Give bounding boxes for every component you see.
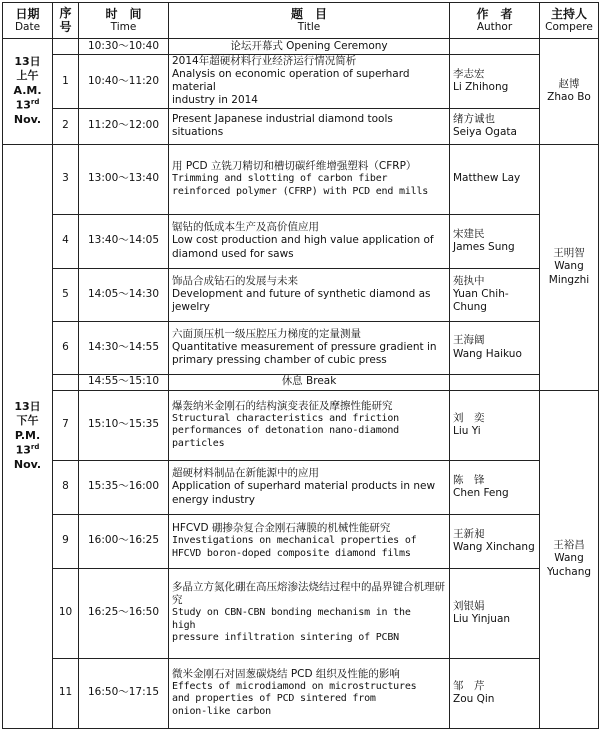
- row-title: 2014年超硬材料行业经济运行情况简析 Analysis on economic operation of superhard material industry in 2014: [169, 55, 450, 109]
- row-title: 微米金刚石对固葱碳烧结 PCD 组织及性能的影响 Effects of microdiamond on microstructures and properties of PCD sintered from onion-like carbon: [169, 658, 450, 728]
- compere-pm-1: 王明智 Wang Mingzhi: [540, 144, 599, 390]
- header-no: 序号: [53, 3, 79, 39]
- row-time: 16:50～17:15: [79, 658, 169, 728]
- table-row: [3, 321, 599, 374]
- row-title: 六面顶压机一级压腔压力梯度的定量测量 Quantitative measurement of pressure gradient in primary pressing chamber of cubic press: [169, 321, 450, 374]
- header-row: [3, 3, 599, 39]
- row-title: 爆轰纳米金刚石的结构演变表征及摩擦性能研究 Structural characteristics and friction performances of detonation nano-diamond particles: [169, 390, 450, 460]
- row-time: 13:00～13:40: [79, 144, 169, 214]
- row-title: Present Japanese industrial diamond tools situations: [169, 108, 450, 144]
- row-author: 刘银娟 Liu Yinjuan: [450, 568, 540, 658]
- header-author: 作 者 Author: [450, 3, 540, 39]
- schedule-table: [2, 2, 599, 729]
- opening-time: 10:30～10:40: [79, 39, 169, 55]
- row-title: 饰品合成钻石的发展与未来 Development and future of synthetic diamond as jewelry: [169, 268, 450, 321]
- header-compere: 主持人 Compere: [540, 3, 599, 39]
- table-row: [3, 55, 599, 109]
- row-author: 陈 锋 Chen Feng: [450, 460, 540, 514]
- row-author: 邹 芹 Zou Qin: [450, 658, 540, 728]
- opening-title: 论坛开幕式 Opening Ceremony: [169, 39, 450, 55]
- break-row: [3, 374, 599, 390]
- table-row: [3, 390, 599, 460]
- row-number: 1: [53, 55, 79, 109]
- row-number: 3: [53, 144, 79, 214]
- date-am: 13日 上午 A.M. 13rd Nov.: [3, 39, 53, 145]
- row-time: 14:30～14:55: [79, 321, 169, 374]
- row-title: 用 PCD 立铣刀精切和槽切碳纤维增强塑料（CFRP） Trimming and slotting of carbon fiber reinforced polymer (CFRP) with PCD end mills: [169, 144, 450, 214]
- row-number: 11: [53, 658, 79, 728]
- header-date: 日期 Date: [3, 3, 53, 39]
- table-row: [3, 108, 599, 144]
- date-pm: 13日 下午 P.M. 13rd Nov.: [3, 144, 53, 728]
- row-author: 王海阔 Wang Haikuo: [450, 321, 540, 374]
- break-no: [53, 374, 79, 390]
- header-title: 题 目 Title: [169, 3, 450, 39]
- row-number: 4: [53, 214, 79, 268]
- row-number: 5: [53, 268, 79, 321]
- row-time: 13:40～14:05: [79, 214, 169, 268]
- table-row: [3, 460, 599, 514]
- row-time: 10:40～11:20: [79, 55, 169, 109]
- row-time: 16:00～16:25: [79, 514, 169, 568]
- row-time: 15:35～16:00: [79, 460, 169, 514]
- table-row: [3, 144, 599, 214]
- row-number: 10: [53, 568, 79, 658]
- row-author: 王新昶 Wang Xinchang: [450, 514, 540, 568]
- opening-no: [53, 39, 79, 55]
- row-time: 11:20～12:00: [79, 108, 169, 144]
- break-time: 14:55～15:10: [79, 374, 169, 390]
- row-time: 16:25～16:50: [79, 568, 169, 658]
- row-title: HFCVD 硼掺杂复合金刚石薄膜的机械性能研究 Investigations on mechanical properties of HFCVD boron-doped composite diamond films: [169, 514, 450, 568]
- row-title: 多晶立方氮化硼在高压熔渗法烧结过程中的晶界键合机理研究 Study on CBN-CBN bonding mechanism in the high pressure infiltration sintering of PCBN: [169, 568, 450, 658]
- table-row: [3, 514, 599, 568]
- row-number: 2: [53, 108, 79, 144]
- break-author: [450, 374, 540, 390]
- opening-author: [450, 39, 540, 55]
- row-author: 苑执中 Yuan Chih-Chung: [450, 268, 540, 321]
- row-number: 8: [53, 460, 79, 514]
- row-author: 李志宏 Li Zhihong: [450, 55, 540, 109]
- row-author: 刘 奕 Liu Yi: [450, 390, 540, 460]
- row-number: 9: [53, 514, 79, 568]
- row-title: 锯钻的低成本生产及高价值应用 Low cost production and high value application of diamond used for saws: [169, 214, 450, 268]
- row-time: 14:05～14:30: [79, 268, 169, 321]
- table-row: [3, 658, 599, 728]
- table-row: [3, 214, 599, 268]
- header-time: 时 间 Time: [79, 3, 169, 39]
- break-title: 休息 Break: [169, 374, 450, 390]
- compere-am: 赵博 Zhao Bo: [540, 39, 599, 145]
- row-author: Matthew Lay: [450, 144, 540, 214]
- opening-row: [3, 39, 599, 55]
- row-number: 7: [53, 390, 79, 460]
- row-time: 15:10～15:35: [79, 390, 169, 460]
- row-author: 宋建民 James Sung: [450, 214, 540, 268]
- row-author: 绪方诚也 Seiya Ogata: [450, 108, 540, 144]
- compere-pm-2: 王裕昌 Wang Yuchang: [540, 390, 599, 728]
- table-row: [3, 568, 599, 658]
- row-title: 超硬材料制品在新能源中的应用 Application of superhard material products in new energy industry: [169, 460, 450, 514]
- row-number: 6: [53, 321, 79, 374]
- table-row: [3, 268, 599, 321]
